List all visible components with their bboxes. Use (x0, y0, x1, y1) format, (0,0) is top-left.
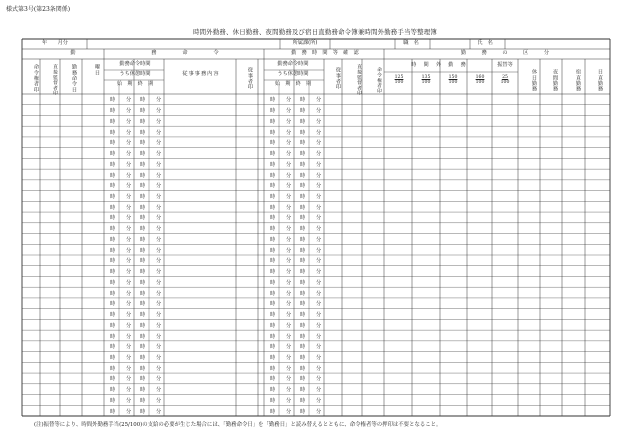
time-unit: 分 (156, 290, 162, 297)
time-unit: 分 (286, 118, 292, 125)
time-unit: 分 (156, 161, 162, 168)
time-unit: 時 (270, 354, 276, 361)
section-kubun: 勤 務 の 区 分 (460, 50, 550, 56)
col-meirei-in-2: 命令権者印 (376, 66, 381, 94)
time-unit: 分 (156, 226, 162, 233)
time-unit: 分 (156, 97, 162, 104)
col-kyukei-meirei: うち休憩時間 (119, 71, 151, 77)
time-unit: 時 (140, 312, 146, 319)
time-unit: 時 (300, 193, 306, 200)
time-unit: 時 (110, 236, 116, 243)
time-unit: 時 (300, 258, 306, 265)
time-unit: 時 (110, 279, 116, 286)
time-unit: 分 (126, 279, 132, 286)
time-unit: 時 (140, 387, 146, 394)
time-unit: 分 (316, 397, 322, 404)
document-title: 時間外勤務、休日勤務、夜間勤務及び宿日直勤務命令簿兼時間外勤務手当等整理簿 (193, 28, 437, 36)
time-unit: 時 (270, 204, 276, 211)
time-unit: 分 (156, 183, 162, 190)
time-unit: 分 (126, 269, 132, 276)
time-unit: 分 (316, 161, 322, 168)
time-unit: 分 (156, 118, 162, 125)
time-unit: 分 (156, 151, 162, 158)
time-unit: 時 (140, 408, 146, 415)
time-unit: 時 (300, 236, 306, 243)
time-unit: 分 (286, 354, 292, 361)
time-unit: 時 (270, 376, 276, 383)
time-unit: 分 (126, 354, 132, 361)
time-unit: 分 (156, 129, 162, 136)
time-unit: 分 (126, 301, 132, 308)
time-unit: 分 (286, 279, 292, 286)
time-unit: 分 (156, 269, 162, 276)
time-unit: 時 (270, 151, 276, 158)
rate-125: $\frac{125}{100}$ (394, 75, 404, 85)
time-unit: 分 (316, 344, 322, 351)
time-unit: 時 (270, 301, 276, 308)
time-unit: 時 (270, 258, 276, 265)
time-unit: 分 (286, 140, 292, 147)
time-unit: 時 (300, 365, 306, 372)
col-naiyou: 従事事務内容 (182, 71, 220, 77)
time-unit: 分 (156, 397, 162, 404)
time-unit: 時 (270, 236, 276, 243)
time-unit: 時 (110, 193, 116, 200)
time-unit: 時 (300, 118, 306, 125)
time-unit: 時 (300, 322, 306, 329)
time-unit: 時 (140, 129, 146, 136)
time-unit: 時 (140, 161, 146, 168)
time-unit: 時 (110, 322, 116, 329)
time-unit: 時 (110, 151, 116, 158)
time-unit: 時 (300, 269, 306, 276)
time-unit: 時 (270, 129, 276, 136)
time-unit: 分 (316, 322, 322, 329)
col-kyukei-jisseki: うち休憩時間 (277, 71, 309, 77)
time-unit: 時 (300, 108, 306, 115)
time-unit: 時 (140, 344, 146, 351)
time-unit: 分 (316, 279, 322, 286)
time-unit: 時 (110, 118, 116, 125)
time-unit: 分 (286, 301, 292, 308)
time-unit: 分 (316, 376, 322, 383)
time-unit: 時 (110, 376, 116, 383)
time-unit: 時 (110, 312, 116, 319)
time-unit: 時 (300, 290, 306, 297)
section-kinmu: 勤 (70, 50, 76, 56)
time-unit: 分 (286, 215, 292, 222)
time-unit: 分 (286, 322, 292, 329)
time-unit: 分 (316, 118, 322, 125)
time-unit: 分 (316, 408, 322, 415)
time-unit: 分 (286, 226, 292, 233)
rate-160: $\frac{160}{100}$ (475, 75, 485, 85)
time-unit: 時 (140, 333, 146, 340)
rate-25: $\frac{25}{100}$ (500, 75, 510, 85)
time-unit: 時 (300, 183, 306, 190)
time-unit: 時 (140, 397, 146, 404)
time-unit: 分 (316, 193, 322, 200)
time-unit: 時 (270, 408, 276, 415)
time-unit: 分 (316, 290, 322, 297)
time-unit: 時 (270, 140, 276, 147)
time-unit: 分 (316, 236, 322, 243)
time-unit: 分 (316, 258, 322, 265)
time-unit: 時 (300, 97, 306, 104)
time-unit: 時 (140, 215, 146, 222)
time-unit: 時 (270, 215, 276, 222)
rate-150: $\frac{150}{100}$ (448, 75, 458, 85)
time-unit: 分 (286, 365, 292, 372)
time-unit: 分 (156, 215, 162, 222)
col-start-end-2: 始 期 終 期 (274, 81, 312, 87)
time-unit: 時 (300, 226, 306, 233)
time-unit: 時 (270, 97, 276, 104)
time-unit: 分 (126, 129, 132, 136)
time-unit: 時 (140, 269, 146, 276)
col-chokusetsu-in-2: 直接監督者印 (356, 64, 361, 96)
time-unit: 分 (126, 193, 132, 200)
time-unit: 時 (110, 226, 116, 233)
time-unit: 時 (140, 193, 146, 200)
time-unit: 分 (156, 344, 162, 351)
time-unit: 時 (270, 226, 276, 233)
col-jisseki-jikan: 勤務命令時間 (277, 61, 309, 67)
time-unit: 時 (140, 140, 146, 147)
time-unit: 時 (300, 129, 306, 136)
time-unit: 分 (126, 215, 132, 222)
col-meirei-bi: 勤務命令日 (71, 63, 77, 93)
time-unit: 時 (140, 151, 146, 158)
time-unit: 時 (140, 108, 146, 115)
time-unit: 分 (286, 269, 292, 276)
time-unit: 時 (110, 204, 116, 211)
time-unit: 時 (110, 247, 116, 254)
time-unit: 分 (126, 290, 132, 297)
time-unit: 分 (316, 97, 322, 104)
time-unit: 分 (156, 258, 162, 265)
time-unit: 分 (126, 312, 132, 319)
col-nicchoku: 日直勤務 (597, 68, 603, 92)
col-furikae: 振替等 (497, 62, 513, 68)
time-unit: 分 (286, 97, 292, 104)
time-unit: 時 (270, 108, 276, 115)
time-unit: 分 (316, 269, 322, 276)
time-unit: 分 (316, 140, 322, 147)
section-meirei: 務 命 令 (151, 50, 219, 56)
time-unit: 分 (286, 376, 292, 383)
time-unit: 時 (140, 97, 146, 104)
col-meirei-jikan: 勤務命令時間 (119, 61, 151, 67)
time-unit: 時 (270, 397, 276, 404)
time-unit: 時 (300, 301, 306, 308)
time-unit: 時 (300, 161, 306, 168)
time-unit: 分 (126, 344, 132, 351)
time-unit: 分 (126, 97, 132, 104)
col-youbi: 曜日 (94, 64, 100, 76)
time-unit: 分 (316, 226, 322, 233)
time-unit: 分 (316, 333, 322, 340)
time-unit: 時 (270, 322, 276, 329)
time-unit: 分 (316, 301, 322, 308)
time-unit: 分 (316, 183, 322, 190)
time-unit: 時 (110, 397, 116, 404)
time-unit: 時 (110, 387, 116, 394)
time-unit: 分 (156, 193, 162, 200)
time-unit: 分 (286, 236, 292, 243)
time-unit: 分 (156, 204, 162, 211)
time-unit: 分 (156, 108, 162, 115)
time-unit: 分 (126, 387, 132, 394)
time-unit: 分 (286, 333, 292, 340)
time-unit: 分 (126, 183, 132, 190)
time-unit: 分 (156, 376, 162, 383)
time-unit: 分 (156, 140, 162, 147)
time-unit: 時 (140, 290, 146, 297)
time-unit: 時 (110, 290, 116, 297)
time-unit: 時 (110, 108, 116, 115)
time-unit: 分 (286, 312, 292, 319)
time-unit: 分 (126, 151, 132, 158)
time-unit: 分 (126, 322, 132, 329)
time-unit: 分 (126, 161, 132, 168)
time-unit: 時 (110, 183, 116, 190)
time-unit: 時 (270, 279, 276, 286)
col-jikangai: 時 間 外 勤 務 (411, 62, 467, 68)
time-unit: 時 (270, 365, 276, 372)
time-unit: 時 (270, 247, 276, 254)
col-yakan: 夜間勤務 (552, 68, 558, 92)
time-unit: 時 (140, 226, 146, 233)
time-unit: 分 (286, 151, 292, 158)
time-unit: 分 (316, 247, 322, 254)
time-unit: 時 (140, 247, 146, 254)
time-unit: 分 (156, 172, 162, 179)
time-unit: 時 (140, 172, 146, 179)
time-unit: 時 (110, 215, 116, 222)
time-unit: 時 (270, 172, 276, 179)
time-unit: 時 (140, 279, 146, 286)
time-unit: 時 (300, 376, 306, 383)
time-unit: 時 (300, 279, 306, 286)
time-unit: 分 (286, 247, 292, 254)
time-unit: 時 (270, 161, 276, 168)
time-unit: 分 (286, 193, 292, 200)
time-unit: 時 (270, 118, 276, 125)
time-unit: 時 (140, 236, 146, 243)
time-unit: 時 (110, 161, 116, 168)
time-unit: 時 (140, 204, 146, 211)
time-unit: 分 (156, 312, 162, 319)
time-unit: 時 (110, 333, 116, 340)
time-unit: 分 (286, 344, 292, 351)
section-jisseki: 勤 務 時 間 等 確 認 (291, 50, 359, 56)
year-month-label: 年 月分 (42, 40, 68, 46)
col-shukuchoku: 宿直勤務 (575, 68, 581, 92)
time-unit: 分 (156, 279, 162, 286)
time-unit: 分 (126, 365, 132, 372)
department-label: 所属課(所) (292, 40, 318, 46)
col-jujisha-in-2: 従事者印 (335, 66, 341, 90)
time-unit: 時 (110, 301, 116, 308)
time-unit: 分 (126, 333, 132, 340)
time-unit: 分 (156, 333, 162, 340)
time-unit: 分 (286, 108, 292, 115)
time-unit: 時 (270, 193, 276, 200)
time-unit: 分 (316, 151, 322, 158)
col-chokusetsu-in: 直接監督者印 (52, 64, 57, 96)
time-unit: 時 (110, 258, 116, 265)
time-unit: 分 (156, 387, 162, 394)
time-unit: 分 (156, 301, 162, 308)
time-unit: 分 (316, 108, 322, 115)
time-unit: 分 (126, 236, 132, 243)
time-unit: 分 (156, 408, 162, 415)
time-unit: 分 (286, 408, 292, 415)
time-unit: 分 (286, 258, 292, 265)
time-unit: 時 (270, 183, 276, 190)
name-label: 氏 名 (477, 40, 493, 46)
form-number: 様式第3号(第23条関係) (6, 6, 71, 13)
time-unit: 時 (300, 408, 306, 415)
rate-135: $\frac{135}{100}$ (421, 75, 431, 85)
time-unit: 時 (270, 312, 276, 319)
time-unit: 時 (140, 376, 146, 383)
col-meirei-ken-in: 命令権者印 (33, 63, 39, 93)
time-unit: 分 (126, 397, 132, 404)
time-unit: 分 (156, 322, 162, 329)
time-unit: 時 (300, 333, 306, 340)
time-unit: 分 (156, 365, 162, 372)
time-unit: 時 (300, 172, 306, 179)
time-unit: 時 (140, 301, 146, 308)
time-unit: 分 (156, 236, 162, 243)
col-start-end-1: 始 期 終 期 (116, 81, 154, 87)
time-unit: 分 (286, 172, 292, 179)
time-unit: 時 (110, 140, 116, 147)
time-unit: 時 (140, 258, 146, 265)
time-unit: 分 (286, 183, 292, 190)
time-unit: 分 (316, 172, 322, 179)
time-unit: 時 (300, 247, 306, 254)
time-unit: 分 (126, 247, 132, 254)
time-unit: 分 (316, 312, 322, 319)
time-unit: 時 (140, 322, 146, 329)
time-unit: 時 (300, 397, 306, 404)
time-unit: 時 (110, 129, 116, 136)
time-unit: 分 (126, 376, 132, 383)
time-unit: 分 (316, 215, 322, 222)
time-unit: 時 (110, 344, 116, 351)
time-unit: 時 (300, 387, 306, 394)
time-unit: 分 (286, 397, 292, 404)
time-unit: 分 (286, 387, 292, 394)
time-unit: 時 (300, 204, 306, 211)
time-unit: 時 (110, 365, 116, 372)
time-unit: 分 (126, 258, 132, 265)
time-unit: 時 (110, 172, 116, 179)
time-unit: 時 (270, 333, 276, 340)
time-unit: 分 (126, 108, 132, 115)
time-unit: 時 (300, 354, 306, 361)
time-unit: 時 (140, 354, 146, 361)
time-unit: 分 (286, 161, 292, 168)
time-unit: 分 (126, 118, 132, 125)
time-unit: 時 (110, 97, 116, 104)
position-label: 職 名 (403, 40, 419, 46)
time-unit: 時 (110, 354, 116, 361)
col-kyujitsu: 休日勤務 (531, 68, 537, 92)
time-unit: 時 (300, 312, 306, 319)
time-unit: 分 (126, 226, 132, 233)
time-unit: 時 (140, 183, 146, 190)
col-jujisha-in-1: 従事者印 (247, 66, 253, 90)
footnote: (注)振替等により、時間外勤務手当(25/100)の支給の必要が生じた場合には、「勤務命令日」を「勤務日」と読み替えるとともに、命令権者等の押印は不要となること。 (34, 422, 442, 428)
time-unit: 分 (126, 172, 132, 179)
time-unit: 分 (156, 247, 162, 254)
time-unit: 分 (126, 140, 132, 147)
time-unit: 分 (126, 408, 132, 415)
time-unit: 分 (286, 129, 292, 136)
time-unit: 分 (156, 354, 162, 361)
time-unit: 時 (110, 269, 116, 276)
time-unit: 時 (270, 344, 276, 351)
time-unit: 分 (316, 387, 322, 394)
time-unit: 分 (316, 204, 322, 211)
time-unit: 分 (316, 129, 322, 136)
time-unit: 分 (286, 290, 292, 297)
time-unit: 時 (140, 118, 146, 125)
time-unit: 分 (316, 365, 322, 372)
time-unit: 時 (270, 290, 276, 297)
time-unit: 分 (286, 204, 292, 211)
time-unit: 時 (110, 408, 116, 415)
time-unit: 時 (300, 215, 306, 222)
time-unit: 分 (126, 204, 132, 211)
time-unit: 時 (300, 344, 306, 351)
time-unit: 時 (140, 365, 146, 372)
time-unit: 時 (300, 140, 306, 147)
time-unit: 時 (270, 387, 276, 394)
time-unit: 時 (300, 151, 306, 158)
time-unit: 時 (270, 269, 276, 276)
time-unit: 分 (316, 354, 322, 361)
